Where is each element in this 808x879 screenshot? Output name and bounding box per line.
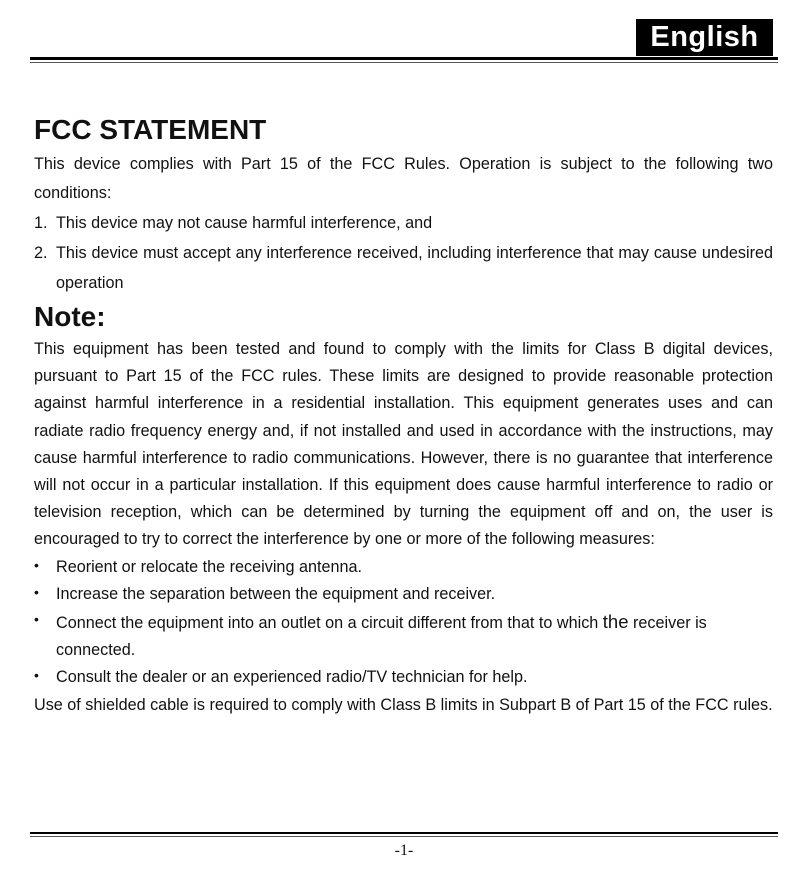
measure-item <box>34 608 773 664</box>
measure-text: Reorient or relocate the receiving antenna. <box>56 557 362 576</box>
measure-text: Increase the separation between the equipment and receiver. <box>56 584 496 603</box>
footer-rule-thin <box>30 836 778 837</box>
shielded-cable-note: Use of shielded cable is required to comply with Class B limits in Subpart B of Part 15 of the FCC rules. <box>34 695 773 714</box>
condition-item <box>34 208 773 238</box>
conditions-list <box>34 208 773 298</box>
measure-text: Consult the dealer or an experienced radio/TV technician for help. <box>56 668 528 687</box>
measure-text-part: Connect the equipment into an outlet on a circuit different from that to which <box>56 614 603 633</box>
condition-text: This device must accept any interference received, including interference that may cause undesired operation <box>56 244 773 292</box>
bullet-icon: • <box>34 611 39 628</box>
footer-rule <box>30 832 778 834</box>
condition-number: 1. <box>34 214 48 232</box>
document-body <box>34 110 773 719</box>
condition-item <box>34 238 773 298</box>
language-badge: English <box>636 19 773 56</box>
header-rule <box>30 57 778 60</box>
fcc-statement-title: FCC STATEMENT <box>34 114 267 145</box>
bullet-icon: • <box>34 556 39 573</box>
measure-item <box>34 554 773 581</box>
measure-item <box>34 664 773 691</box>
measure-text <box>56 611 707 660</box>
note-body: This equipment has been tested and found to comply with the limits for Class B digital devices, pursuant to Part 15 of the FCC rules. These limits are designed to provide reasonable protection against harmful interference in a residential installation. This equipment generates uses and can radiate radio frequency energy and, if not installed and used in accordance with the instructions, may cause harmful interference to radio communications. However, there is no guarantee that interference will not occur in a particular installation. If this equipment does cause harmful interference to radio or television reception, which can be determined by turning the equipment off and on, the user is encouraged to try to correct the interference by one or more of the following measures: <box>34 340 773 549</box>
condition-text: This device may not cause harmful interference, and <box>56 214 433 232</box>
note-title: Note: <box>34 301 106 332</box>
condition-number: 2. <box>34 244 48 262</box>
bullet-icon: • <box>34 583 39 600</box>
measure-text-part: receiver is connected. <box>56 614 707 660</box>
header-rule-thin <box>30 62 778 63</box>
measures-list <box>34 554 773 692</box>
bullet-icon: • <box>34 667 39 684</box>
measure-item <box>34 581 773 608</box>
page-number: -1- <box>394 842 414 859</box>
measure-text-emphasis: the <box>602 611 629 633</box>
fcc-intro: This device complies with Part 15 of the FCC Rules. Operation is subject to the following two conditions: <box>34 155 773 202</box>
